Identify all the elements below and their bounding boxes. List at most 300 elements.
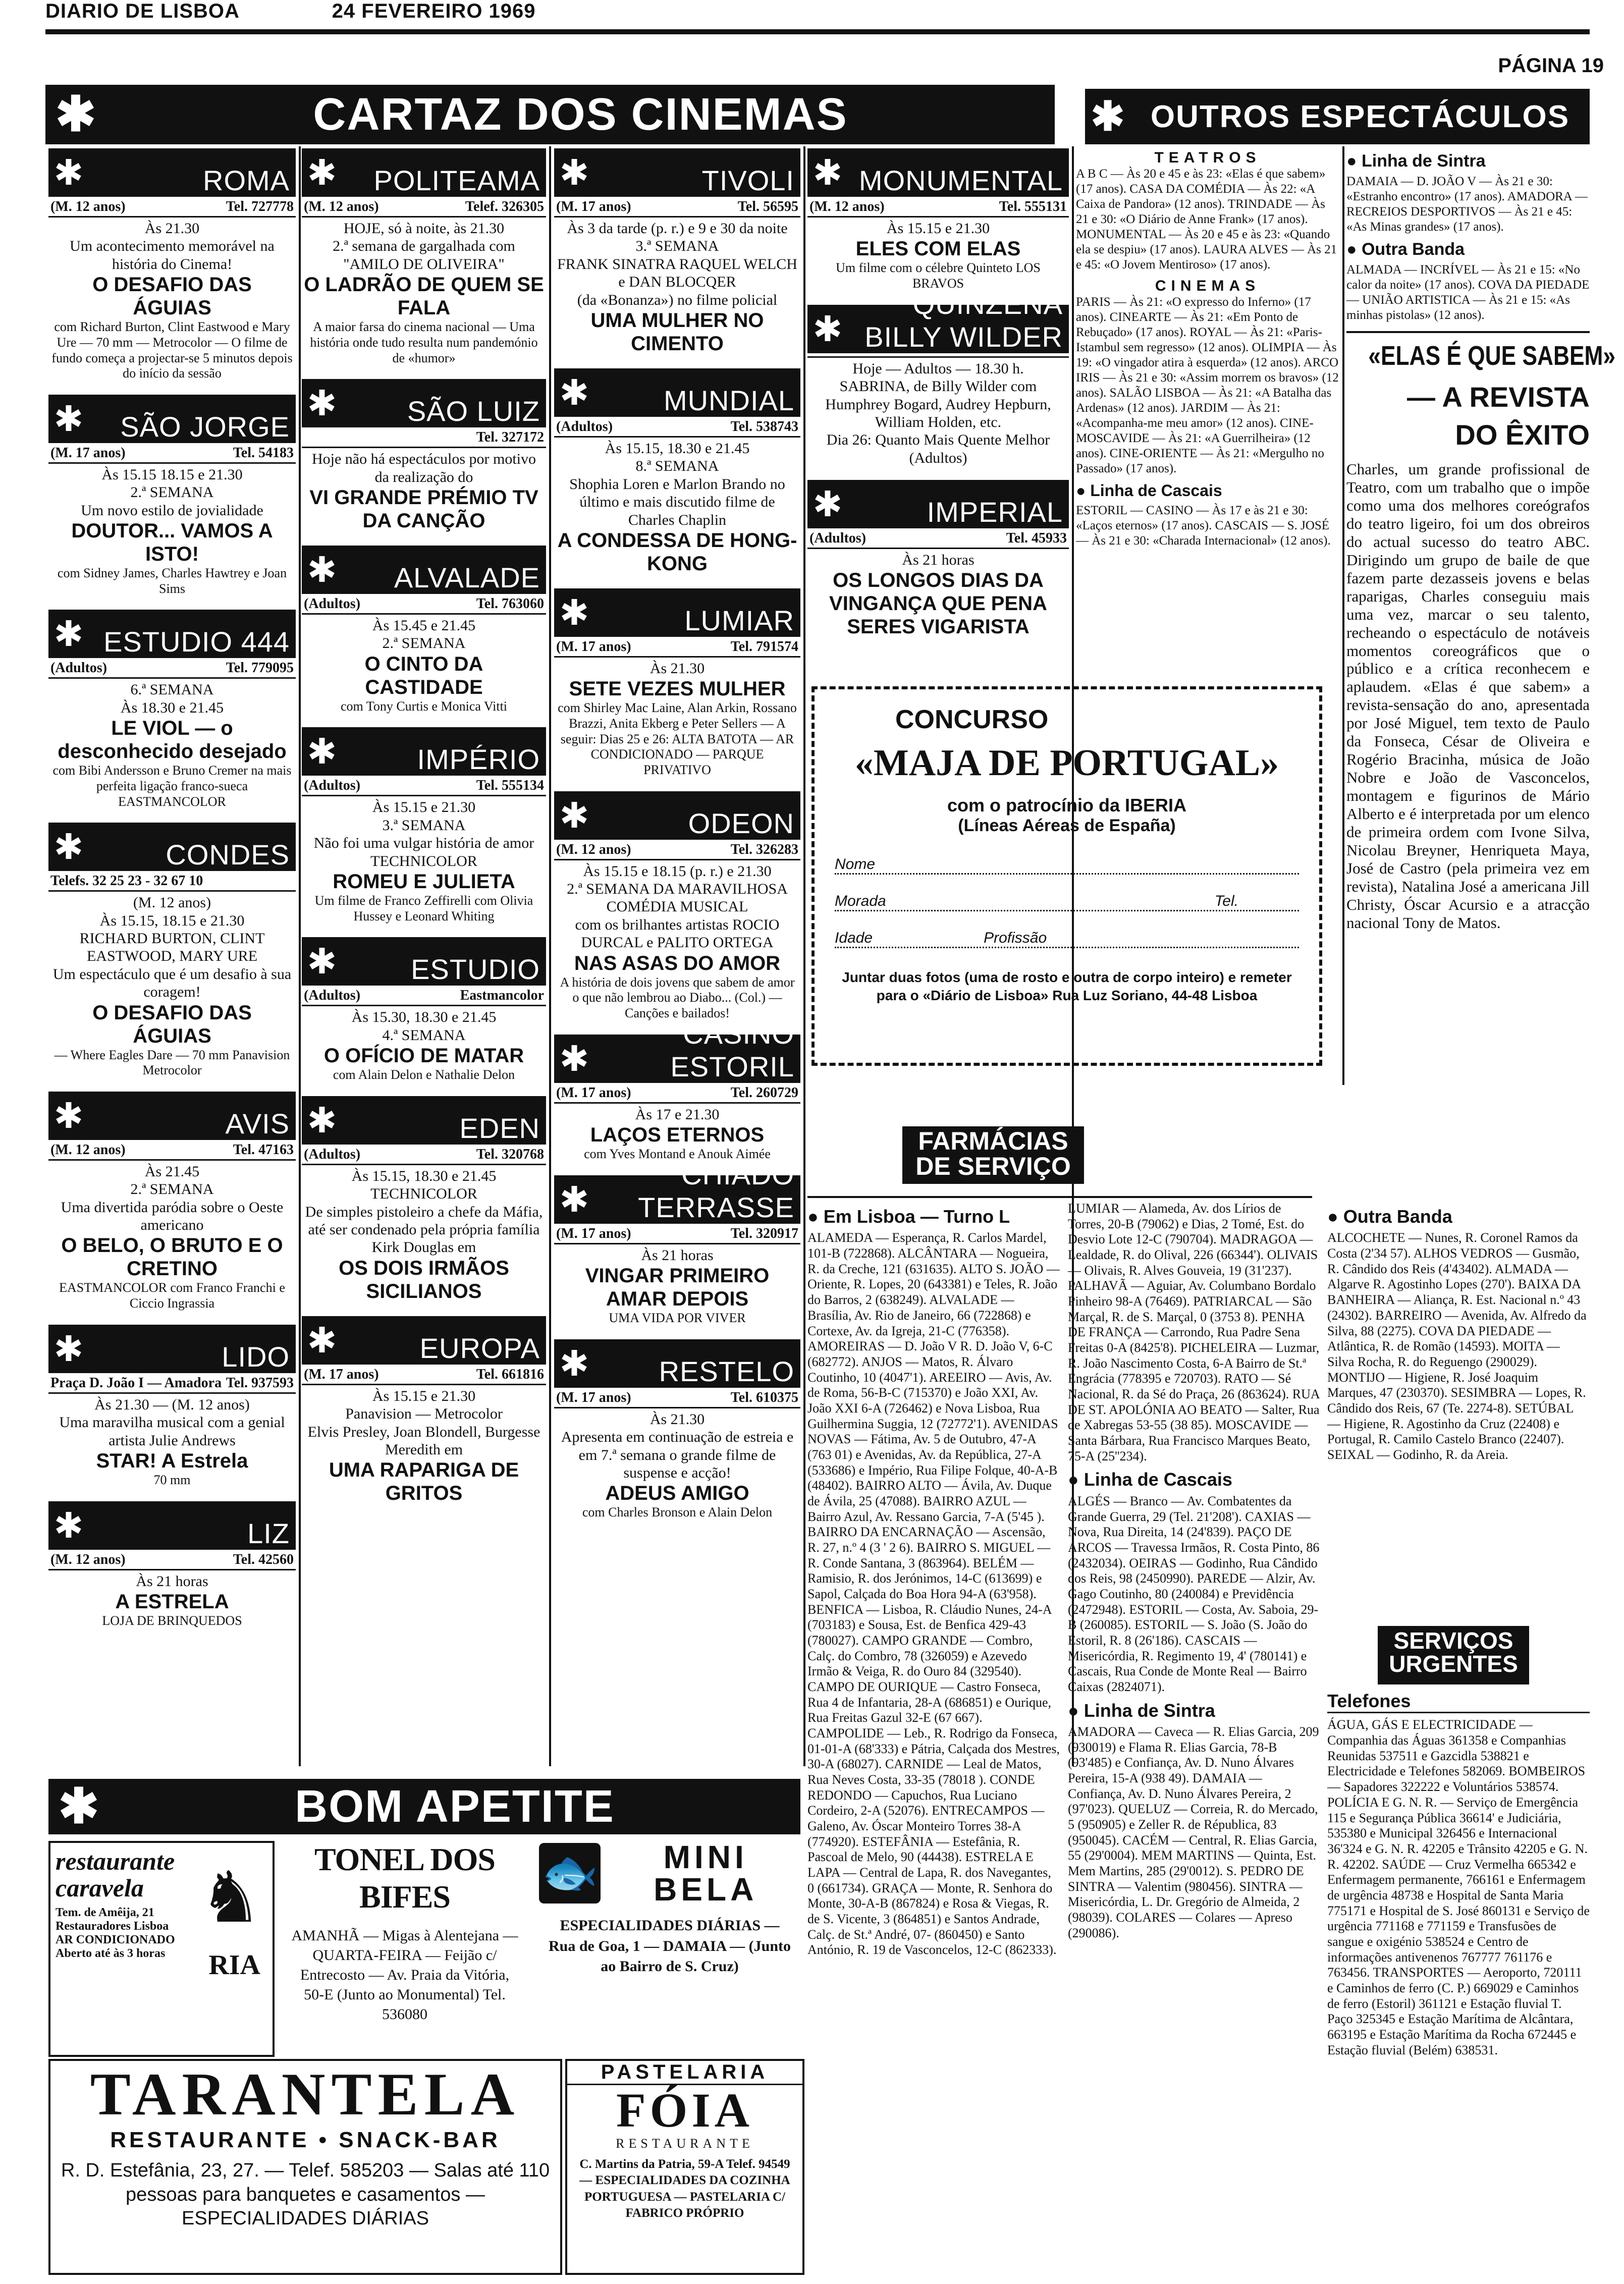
cinema-listing (48, 1501, 296, 1629)
column-divider (803, 146, 805, 1766)
cinema-line: 3.ª SEMANA (635, 238, 719, 255)
asterisk-icon: ✱ (53, 614, 84, 654)
cinema-name: EDEN (459, 1112, 540, 1144)
cinema-line: Às 15.15 e 21.30 (372, 799, 476, 816)
film-title: OS DOIS IRMÃOS SICILIANOS (339, 1257, 509, 1302)
lisboa-heading-text: Em Lisboa — Turno L (823, 1206, 1010, 1227)
cinema-meta (807, 197, 1069, 217)
cinema-body (554, 860, 800, 1021)
sintra-pharm-heading: ● Linha de Sintra (1068, 1700, 1215, 1721)
cinema-listing (807, 288, 1069, 467)
film-title: SETE VEZES MULHER (569, 678, 786, 700)
cinema-tel: Tel. 47163 (233, 1141, 294, 1158)
cinema-body (807, 217, 1069, 292)
cinema-header (302, 1096, 546, 1145)
film-details: com Tony Curtis e Monica Vitti (340, 698, 508, 714)
ad4-name: TARANTELA (90, 2060, 521, 2128)
contest-sponsor-line: (Líneas Aéreas de España) (958, 816, 1176, 835)
cinema-meta (302, 427, 546, 448)
cascais-heading: ● Linha de Cascais (1076, 481, 1222, 500)
cinema-body (554, 438, 800, 575)
cinema-line: Hoje — Adultos — 18.30 h. (852, 360, 1024, 377)
bom-apetite-banner (48, 1779, 800, 1834)
outra-banda-heading: ● Outra Banda (1346, 240, 1465, 259)
cinema-line: Uma divertida paródia sobre o Oeste americano (61, 1199, 284, 1234)
cinema-name: RESTELO (659, 1355, 794, 1387)
cinema-line: com os brilhantes artistas ROCIO DURCAL e PALITO ORTEGA (575, 916, 780, 951)
ad-mini-bela (539, 1841, 800, 2053)
cinema-body (554, 1104, 800, 1162)
cinema-line: 6.ª SEMANA (130, 681, 214, 698)
cinema-listing (48, 1092, 296, 1312)
cascais-heading-text: Linha de Cascais (1090, 481, 1222, 500)
cinema-line: Às 15.30, 18.30 e 21.45 (351, 1009, 497, 1026)
asterisk-icon: ✱ (307, 732, 337, 772)
cinema-name: LUMIAR (684, 604, 794, 636)
cinema-listing (302, 937, 546, 1082)
cinema-body (302, 1006, 546, 1082)
cinema-meta (807, 353, 1069, 358)
cinema-meta (554, 1388, 800, 1408)
cinema-line: Panavision — Metrocolor (345, 1405, 503, 1423)
asterisk-icon: ✱ (53, 1096, 84, 1135)
cinema-rating: (Adultos) (304, 778, 361, 794)
cinema-line: 4.ª SEMANA (382, 1026, 466, 1044)
cinema-line: Às 15.15 e 18.15 (p. r.) e 21.30 (583, 862, 772, 880)
cinema-name: CONDES (166, 839, 290, 871)
revista-article (1346, 331, 1616, 932)
cinema-meta (48, 658, 296, 679)
cinema-header (302, 727, 546, 776)
cinema-tel: Tel. 320917 (730, 1225, 798, 1241)
cinema-header (302, 148, 546, 197)
film-details: com Alain Delon e Nathalie Delon (333, 1067, 515, 1082)
film-title: ELES COM ELAS (855, 238, 1021, 260)
banda-pharm-heading: ● Outra Banda (1327, 1206, 1452, 1227)
cinema-meta (48, 871, 296, 892)
film-title: DOUTOR... VAMOS A ISTO! (71, 520, 273, 566)
column-divider (1342, 146, 1344, 1085)
cinema-rating: (M. 17 anos) (556, 1225, 631, 1241)
outra-banda-list: ALMADA — INCRÍVEL — Às 21 e 15: «No calor da noite» (17 anos). COVA DA PIEDADE — UNIÃO ARTISTICA — Às 21 e 15: «As minhas pistolas» (12 anos). (1346, 263, 1590, 322)
cinema-header (48, 1501, 296, 1550)
cinema-line: Às 15.15 e 21.30 (372, 1387, 476, 1404)
cascais-pharmacies: ALGÉS — Branco — Av. Combatentes da Grande Guerra, 29 (Tel. 21'208'). CAXIAS — Nova, Rua Direita, 14 (24'839). PAÇO DE ARCOS — Travessa Irmãos, R. Costa Pinto, 86 (2432034). OEIRAS — Godinho, Rua Cândido dos Reis, 98 (2450990). PAREDE — Alzir, Av. Gago Coutinho, 80 (240084) e Previdência (2472948). ESTORIL — Costa, Av. Saboia, 29-B (260085). ESTORIL — S. João (S. João do Estoril, R. 8 (26'186). CASCAIS — Misericórdia, R. Regimento 19, 4' (780141) e Cascais, Rua Conde de Monte Real — Bairro Caixas (2824071). (1068, 1493, 1320, 1694)
cinema-body (554, 1408, 800, 1520)
cinema-tel: Tel. 326283 (730, 841, 798, 857)
banda-pharm-heading-text: Outra Banda (1343, 1206, 1452, 1227)
pharmacies-column-c (1327, 1201, 1590, 1615)
cinema-body (48, 1394, 296, 1488)
cinema-line: Às 15.15, 18.30 e 21.45 (605, 440, 750, 457)
asterisk-icon: ✱ (58, 1779, 99, 1833)
cinema-line: RICHARD BURTON, CLINT EASTWOOD, MARY URE (79, 930, 265, 965)
cinema-rating: Praça D. João I — Amadora (50, 1375, 222, 1391)
outros-title: OUTROS ESPECTÁCULOS (1150, 99, 1570, 134)
cinema-line: Às 21.45 (144, 1163, 200, 1180)
cinema-meta (807, 528, 1069, 549)
cinema-listing (48, 148, 296, 382)
cinema-rating: (M. 12 anos) (304, 199, 379, 214)
film-details: UMA VIDA POR VIVER (609, 1311, 746, 1326)
asterisk-icon: ✱ (559, 153, 589, 192)
cinema-meta (48, 197, 296, 217)
revista-headline-2: — A REVISTA (1407, 381, 1590, 413)
film-details: 70 mm (153, 1472, 191, 1487)
film-title: ADEUS AMIGO (605, 1482, 749, 1505)
asterisk-icon: ✱ (307, 942, 337, 982)
ad5-sub: RESTAURANTE (616, 2136, 754, 2151)
cinema-line: 2.ª SEMANA DA MARAVILHOSA COMÉDIA MUSICAL (567, 881, 788, 915)
cinema-header (48, 1325, 296, 1373)
film-details: com Charles Bronson e Alain Delon (582, 1505, 773, 1520)
film-details: Um filme com o célebre Quinteto LOS BRAVOS (836, 260, 1041, 291)
sintra-heading: ● Linha de Sintra (1346, 151, 1486, 171)
cinema-tel: Tel. 56595 (737, 199, 798, 214)
cinema-tel: Tel. 538743 (730, 418, 798, 434)
cinema-rating: (Adultos) (304, 595, 361, 612)
form-age-label: Idade (835, 930, 873, 946)
cinema-body (807, 358, 1069, 467)
ad2-text: AMANHÃ — Migas à Alentejana — QUARTA-FEIRA — Feijão c/ Entrecosto — Av. Praia da Vitória, 50-E (Junto ao Monumental) Tel. 536080 (291, 1927, 518, 2023)
cinema-rating: (M. 12 anos) (809, 199, 885, 214)
cinema-line: Às 15.15 e 21.30 (886, 220, 990, 237)
asterisk-icon: ✱ (559, 1179, 589, 1219)
teatros-list: A B C — Às 20 e 45 e às 23: «Elas é que sabem» (17 anos). CASA DA COMÉDIA — Às 22: «A Caixa de Pandora» (12 anos). TRINDADE — Às 21 e 30: «O Diário de Anne Frank» (17 anos). MONUMENTAL — Às 20 e 45 e às 23: «Quando ela se despiu» (17 anos). LAURA ALVES — Às 21 e 45: «O Jovem Mentiroso» (17 anos). (1076, 167, 1337, 271)
urgentes-subheading: Telefones (1327, 1691, 1590, 1713)
cinema-header (48, 610, 296, 658)
cinema-listing (554, 148, 800, 355)
cinema-column-1 (48, 148, 296, 1768)
asterisk-icon: ✱ (307, 153, 337, 192)
cinema-meta (48, 1373, 296, 1394)
cinema-name: EUROPA (419, 1332, 540, 1364)
cinema-rating: (Adultos) (304, 1146, 361, 1162)
cinema-name: MONUMENTAL (858, 165, 1063, 196)
cinema-name: QUINZENA BILLY WILDER (864, 288, 1063, 353)
cinema-header (807, 288, 1069, 353)
cinema-header (554, 148, 800, 197)
lisboa-pharmacies-b: LUMIAR — Alameda, Av. dos Lírios de Torres, 20-B (79062) e Dias, 2 Tomé, Est. do Desvio Lote 12-C (790704). MADRAGOA — Lealdade, R. do Olival, 226 (66344'). OLIVAIS — Olivais, R. Alves Gouveia, 19 (31'237). PALHAVÃ — Aguiar, Av. Columbano Bordalo Pinheiro 98-A (76469). PATRIARCAL — São Marçal, R. de S. Marçal, 0 (3753 8). PENHA DE FRANÇA — Carrondo, Rua Padre Sena Freitas 0-A (8425'8). PICHELEIRA — Luzmar, R. João Nascimento Costa, 6-A Bairro de St.ª Engrácia (778395 e 720703). RATO — Sé Nacional, R. da Sé do Praça, 26 (863624). RUA DE ST. APOLÓNIA AO BEATO — Salter, Rua de Xabregas 53-55 (38 85). MOSCAVIDE — Santa Bárbara, Rua Francisco Marques Beato, 75-A (25''234). (1068, 1201, 1320, 1463)
cinema-meta (554, 1224, 800, 1244)
sintra-heading-text: Linha de Sintra (1361, 151, 1486, 171)
film-title: STAR! A Estrela (96, 1449, 248, 1472)
cinema-listing (554, 1017, 800, 1162)
cinema-name: ESTUDIO 444 (103, 626, 290, 658)
film-title: LE VIOL — o desconhecido desejado (58, 717, 287, 763)
cinema-line: Shophia Loren e Marlon Brando no último e mais discutido filme de Charles Chaplin (569, 475, 785, 528)
cinema-listing (807, 480, 1069, 638)
cinema-rating: (M. 12 anos) (50, 1551, 126, 1567)
cinema-meta (302, 1365, 546, 1385)
cinemas-heading: CINEMAS (1155, 278, 1261, 294)
cinema-listing (554, 1158, 800, 1326)
revista-headline-3: DO ÊXITO (1455, 419, 1590, 451)
cinema-body (48, 1570, 296, 1629)
urgentes-list: ÁGUA, GÁS E ELECTRICIDADE — Companhia das Águas 361358 e Companhias Reunidas 537511 e Gazcidla 538821 e Electricidade e Telefones 582069. BOMBEIROS — Sapadores 322222 e Voluntários 538574. POLÍCIA E G. N. R. — Serviço de Emergência 115 e Segurança Pública 36614' e Judiciária, 535380 e Municipal 326456 e Internacional 36'324 e G. N. R. 42205 e Trânsito 42205 e G. N. R. 42202. SAÚDE — Cruz Vermelha 665342 e Enfermagem permanente, 766161 e Enfermagem de urgência 48738 e Hospital de Santa Maria 775171 e Hospital de S. José 860131 e Serviço de urgência 771168 e 771159 e Transfusões de sangue e oxigénio 538524 e Centro de informações antivenenos 767777 761176 e 763456. TRANSPORTES — Aeroporto, 720111 e Caminhos de ferro (C. P.) 669029 e Caminhos de ferro (Estoril) 361121 e Estação fluvial T. Paço 325345 e Estação Marítima de Alcântara, 663195 e Estação Marítima da Rocha 672445 e Estação fluvial (Belém) 638531. (1327, 1717, 1590, 2057)
cinema-rating: (M. 12 anos) (556, 841, 631, 857)
banda-pharmacies: ALCOCHETE — Nunes, R. Coronel Ramos da Costa (2'34 57). ALHOS VEDROS — Gusmão, R. Cândido dos Reis (4'43402). ALMADA — Algarve R. Agostinho Lopes (270'). BAIXA DA BANHEIRA — Aliança, R. Est. Nacional n.º 43 (24302). BARREIRO — Avenida, Av. Alfredo da Silva, 88 (2275). COVA DA PIEDADE — Atlântica, R. de Romão (14593). MOITA — Silva Rocha, R. do Reguengo (290029). MONTIJO — Higiene, R. José Joaquim Marques, 47 (230370). SESIMBRA — Lopes, R. Cândido dos Reis, 67 (Te. 2274-8). SETÚBAL — Higiene, R. Agostinho da Cruz (22408) e Portugal, R. Camilo Castelo Branco (22407). SEIXAL — Godinho, R. da Areia. (1327, 1230, 1587, 1462)
cinema-meta (302, 776, 546, 796)
cinema-header (807, 480, 1069, 528)
cinema-line: Às 21 horas (136, 1572, 208, 1590)
asterisk-icon: ✱ (559, 592, 589, 632)
cinema-line: HOJE, só à noite, às 21.30 (343, 220, 505, 237)
cinema-line: Um espectáculo que é um desafio à sua coragem! (52, 965, 292, 1001)
cinema-header (807, 148, 1069, 197)
cinema-name: IMPERIAL (927, 496, 1063, 528)
cinema-line: 2.ª SEMANA (130, 1181, 214, 1198)
cinema-rating: Telefs. 32 25 23 - 32 67 10 (50, 873, 203, 889)
cinema-tel: Tel. 555131 (999, 199, 1067, 214)
cinema-tel: Tel. 327172 (476, 429, 544, 446)
cartaz-banner (45, 85, 1055, 144)
cinema-line: Às 21.30 (144, 220, 200, 237)
cascais-list: ESTORIL — CASINO — Às 17 e às 21 e 30: «Laços eternos» (17 anos). CASCAIS — S. JOSÉ — Às 21 e 30: «Charada Internacional» (12 anos). (1076, 504, 1331, 548)
cinema-meta (554, 197, 800, 217)
cinema-header (302, 1316, 546, 1365)
cinema-rating: (Adultos) (556, 418, 613, 434)
film-title: A ESTRELA (115, 1591, 229, 1613)
asterisk-icon: ✱ (813, 153, 843, 192)
ad3-text: ESPECIALIDADES DIÁRIAS — Rua de Goa, 1 — DAMAIA — (Junto ao Bairro de S. Cruz) (548, 1917, 791, 1975)
cinema-rating: (M. 17 anos) (304, 1366, 379, 1382)
urgentes-banner: SERVIÇOS URGENTES (1378, 1626, 1529, 1684)
film-title: O BELO, O BRUTO E O CRETINO (61, 1234, 283, 1280)
form-tel-label: Tel. (1214, 893, 1238, 909)
cinema-name: SÃO LUIZ (407, 395, 540, 427)
film-details: A história de dois jovens que sabem de amor o que não lembrou ao Diabo... (Col.) — Canções e bailados! (560, 974, 795, 1020)
film-title: O DESAFIO DAS ÁGUIAS (92, 274, 252, 319)
cinema-tel: Tel. 661816 (476, 1366, 544, 1382)
cinema-tel: Tel. 42560 (233, 1551, 294, 1567)
film-title: O DESAFIO DAS ÁGUIAS (92, 1001, 252, 1047)
cinema-header (554, 791, 800, 840)
cinema-listing (554, 791, 800, 1021)
ad1-name: restaurante caravela (56, 1847, 175, 1902)
cinema-header (48, 148, 296, 197)
cinema-header (554, 1339, 800, 1388)
cinema-body (302, 796, 546, 924)
film-details: — Where Eagles Dare — 70 mm Panavision Metrocolor (54, 1047, 290, 1078)
asterisk-icon: ✱ (55, 87, 96, 141)
cinema-name: LIZ (247, 1517, 290, 1549)
cinema-line: Às 21.30 — (M. 12 anos) (94, 1396, 250, 1413)
cinema-header (48, 823, 296, 871)
cinema-listing (48, 395, 296, 597)
outros-column-a (1076, 149, 1339, 1088)
cinema-meta (302, 594, 546, 615)
sintra-pharm-heading-text: Linha de Sintra (1084, 1700, 1215, 1721)
ad4-sub: RESTAURANTE • SNACK-BAR (110, 2128, 501, 2152)
ad2-name: TONEL DOS BIFES (314, 1841, 495, 1915)
cinema-line: 2.ª SEMANA (130, 484, 214, 501)
cinema-rating: (M. 17 anos) (50, 445, 126, 461)
page-header (45, 0, 536, 23)
cinema-line: (da «Bonanza») no filme policial (577, 291, 778, 308)
farmacias-banner: FARMÁCIAS DE SERVIÇO (902, 1126, 1084, 1184)
cinema-name: ESTUDIO (411, 953, 540, 986)
cinema-name: LIDO (222, 1340, 290, 1373)
cinema-body (302, 1385, 546, 1505)
cinema-meta (48, 1140, 296, 1161)
film-title: VI GRANDE PRÉMIO TV DA CANÇÃO (309, 486, 538, 532)
film-title: UMA MULHER NO CIMENTO (590, 309, 764, 355)
film-details: com Bibi Andersson e Bruno Cremer na mais perfeita ligação franco-sueca EASTMANCOLOR (52, 763, 292, 809)
cinema-tel: Tel. 763060 (476, 595, 544, 612)
cinema-rating: (M. 17 anos) (556, 638, 631, 655)
cinema-meta (48, 443, 296, 464)
cinema-listing (302, 379, 546, 532)
fish-icon: 🐟 (539, 1843, 601, 1904)
header-rule (45, 29, 1590, 34)
cinema-body (48, 464, 296, 597)
cinema-listing (302, 546, 546, 714)
cinema-body (554, 217, 800, 355)
cinema-body (302, 448, 546, 532)
cinema-rating: (M. 17 anos) (556, 1084, 631, 1101)
cartaz-title: CARTAZ DOS CINEMAS (313, 89, 848, 140)
cinema-line: Às 15.15, 18.15 e 21.30 (99, 912, 245, 929)
cinema-line: Hoje não há espectáculos por motivo da realização do (311, 451, 536, 485)
cinema-header (302, 379, 546, 427)
asterisk-icon: ✱ (53, 399, 84, 439)
cinema-tel: Tel. 937593 (226, 1375, 294, 1391)
film-details: LOJA DE BRINQUEDOS (102, 1613, 242, 1628)
cinema-header (48, 395, 296, 443)
cinema-body (48, 892, 296, 1078)
contest-instructions: Juntar duas fotos (uma de rosto e outra de corpo inteiro) e remeter para o «Diário de Lisboa» Rua Luz Soriano, 44-48 Lisboa (842, 969, 1292, 1004)
cinema-listing (48, 1325, 296, 1488)
cinema-rating: (Adultos) (304, 988, 361, 1004)
outros-banner (1085, 89, 1590, 144)
cinema-column-2 (302, 148, 546, 1768)
film-title: A CONDESSA DE HONG-KONG (557, 529, 797, 575)
cinema-line: (M. 12 anos) (133, 894, 211, 911)
revista-headline-1: «ELAS É QUE SABEM» (1368, 341, 1616, 371)
contest-title: CONCURSO (895, 705, 1049, 734)
cinema-tel: Tel. 555134 (476, 778, 544, 794)
cinema-name: IMPÉRIO (417, 743, 540, 776)
cinema-body (48, 217, 296, 382)
cinema-meta (554, 417, 800, 438)
cinema-line: Uma maravilha musical com a genial artista Julie Andrews (59, 1414, 285, 1449)
cinema-line: Às 18.30 e 21.45 (120, 699, 224, 716)
cinema-line: Kirk Douglas em (371, 1239, 476, 1256)
film-title: O LADRÃO DE QUEM SE FALA (304, 274, 544, 319)
ad5-name: FÓIA (616, 2083, 753, 2137)
cinema-name: ROMA (203, 165, 290, 196)
page-number: PÁGINA 19 (1498, 55, 1604, 77)
asterisk-icon: ✱ (813, 484, 843, 524)
cinema-name: TIVOLI (701, 165, 794, 196)
film-title: VINGAR PRIMEIRO AMAR DEPOIS (585, 1265, 770, 1311)
asterisk-icon: ✱ (307, 384, 337, 423)
cinema-header (302, 546, 546, 594)
cinema-column-4 (807, 148, 1069, 678)
cinema-listing (302, 1096, 546, 1303)
cinema-name: ODEON (688, 807, 794, 839)
cinema-meta (554, 840, 800, 860)
asterisk-icon: ✱ (307, 1320, 337, 1360)
film-details: com Sidney James, Charles Hawtrey e Joan Sims (57, 566, 287, 596)
cinema-line: Às 15.15, 18.30 e 21.45 (351, 1167, 497, 1184)
cinema-listing (554, 588, 800, 778)
cinema-body (302, 1165, 546, 1303)
cinema-name: POLITEAMA (373, 165, 540, 196)
cinema-rating: (M. 12 anos) (50, 199, 126, 214)
column-divider (549, 146, 551, 1766)
film-title: ROMEU E JULIETA (333, 870, 515, 893)
cinema-rating: (Adultos) (50, 660, 107, 676)
cinema-body (302, 217, 546, 366)
ad-tarantela (48, 2059, 562, 2275)
cinema-tel: Tel. 791574 (730, 638, 798, 655)
cinema-header (554, 1017, 800, 1083)
ad5-top: PASTELARIA (567, 2061, 802, 2085)
cinema-listing (554, 368, 800, 575)
asterisk-icon: ✱ (53, 1505, 84, 1545)
cinema-line: Um novo estilo de jovialidade (81, 502, 263, 519)
ad4-text: R. D. Estefânia, 23, 27. — Telef. 585203 — Salas até 110 pessoas para banquetes e casamentos — ESPECIALIDADES DIÁRIAS (61, 2160, 550, 2229)
cinema-line: 3.ª SEMANA (382, 817, 466, 834)
cinema-name: MUNDIAL (663, 384, 794, 416)
cinema-tel: Tel. 779095 (226, 660, 294, 676)
cinema-line: Às 21.30 (649, 1410, 705, 1428)
cinema-line: 2.ª semana de gargalhada com "AMILO DE OLIVEIRA" (333, 238, 515, 273)
cinema-body (554, 658, 800, 778)
asterisk-icon: ✱ (559, 1039, 589, 1078)
cascais-pharm-heading-text: Linha de Cascais (1084, 1469, 1232, 1490)
ad-caravela (48, 1841, 275, 2057)
asterisk-icon: ✱ (307, 1100, 337, 1140)
asterisk-icon: ✱ (559, 795, 589, 835)
asterisk-icon: ✱ (559, 372, 589, 412)
film-details: com Yves Montand e Anouk Aimée (584, 1147, 771, 1162)
outra-banda-heading-text: Outra Banda (1361, 240, 1465, 259)
cinema-line: TECHNICOLOR (370, 852, 477, 869)
cinema-name: SÃO JORGE (120, 410, 290, 443)
cinema-rating: (Adultos) (809, 530, 867, 547)
lisboa-heading: ● Em Lisboa — Turno L (807, 1206, 1010, 1227)
cinema-line: Não foi uma vulgar história de amor (313, 835, 534, 852)
cinema-listing (302, 727, 546, 924)
ad1-text: Tem. de Amêija, 21 Restauradores Lisboa AR CONDICIONADO Aberto até às 3 horas (56, 1906, 175, 1960)
cinema-tel: Eastmancolor (460, 988, 544, 1004)
cinema-meta (302, 986, 546, 1006)
cinema-meta (302, 197, 546, 217)
sintra-list: DAMAIA — D. JOÃO V — Às 21 e 30: «Estranho encontro» (17 anos). AMADORA — RECREIOS DESPORTIVOS — Às 21 e 45: «As Minas grandes» (17 anos). (1346, 175, 1588, 234)
cinema-line: Um acontecimento memorável na história do Cinema! (70, 238, 275, 273)
asterisk-icon: ✱ (53, 153, 84, 192)
film-title: LAÇOS ETERNOS (590, 1124, 765, 1147)
film-title: UMA RAPARIGA DE GRITOS (329, 1459, 519, 1505)
cinema-line: FRANK SINATRA RAQUEL WELCH e DAN BLOCQER (557, 255, 797, 291)
cinema-header (554, 588, 800, 637)
urgentes-column (1327, 1691, 1590, 2276)
cinema-tel: Telef. 326305 (465, 199, 544, 214)
paper-name: DIARIO DE LISBOA (45, 0, 239, 22)
cinema-line: Às 3 da tarde (p. r.) e 9 e 30 da noite (567, 220, 788, 237)
form-address-label: Morada (835, 893, 886, 909)
cinema-rating: (M. 17 anos) (556, 199, 631, 214)
cinema-line: SABRINA, de Billy Wilder com Humphrey Bogard, Audrey Hepburn, William Holden, etc. (825, 378, 1051, 430)
cinema-line: 8.ª SEMANA (635, 458, 719, 475)
cinema-column-3 (554, 148, 800, 1768)
film-details: com Richard Burton, Clint Eastwood e Mary Ure — 70 mm — Metrocolor — O filme de fundo começa a projectar-se 5 minutos depois do início da sessão (51, 319, 293, 381)
film-title: O OFÍCIO DE MATAR (323, 1045, 524, 1067)
cinema-tel: Tel. 610375 (730, 1389, 798, 1405)
